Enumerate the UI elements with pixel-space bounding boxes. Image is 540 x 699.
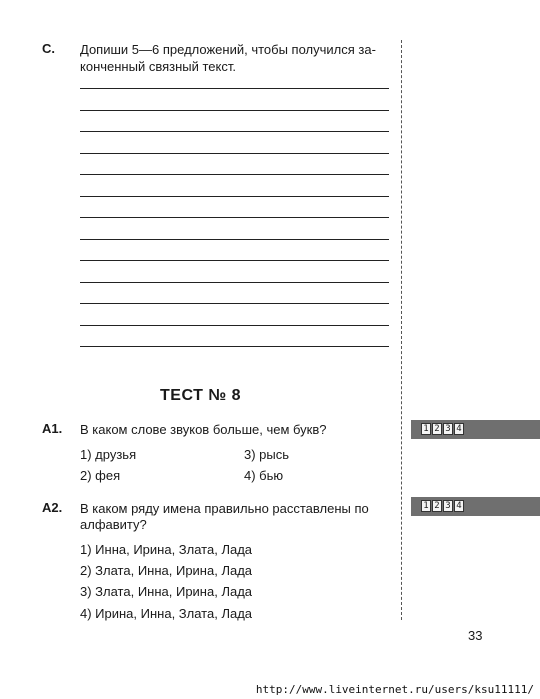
option-a1-4[interactable]: 4) бью (244, 468, 284, 483)
writing-line[interactable] (80, 346, 389, 347)
writing-line[interactable] (80, 196, 389, 197)
question-a2-label: А2. (42, 500, 63, 515)
question-a2-text-line2: алфавиту? (80, 517, 147, 532)
writing-line[interactable] (80, 131, 389, 132)
answer-cell[interactable]: 3 (443, 500, 453, 512)
answer-cell[interactable]: 1 (421, 500, 431, 512)
page-number: 33 (468, 628, 483, 643)
answer-box-a1[interactable] (411, 420, 540, 439)
margin-divider (401, 40, 402, 620)
answer-cell[interactable]: 4 (454, 500, 464, 512)
answer-cell[interactable]: 1 (421, 423, 431, 435)
writing-line[interactable] (80, 110, 389, 111)
option-a1-1[interactable]: 1) друзья (80, 447, 137, 462)
writing-line[interactable] (80, 174, 389, 175)
option-a1-3[interactable]: 3) рысь (244, 447, 290, 462)
answer-cell[interactable]: 3 (443, 423, 453, 435)
task-c-text-line1: Допиши 5—6 предложений, чтобы получился за- (80, 42, 376, 57)
writing-line[interactable] (80, 217, 389, 218)
answer-cell[interactable]: 4 (454, 423, 464, 435)
question-a1-label: А1. (42, 421, 63, 436)
option-a2-4[interactable]: 4) Ирина, Инна, Злата, Лада (80, 606, 253, 621)
writing-line[interactable] (80, 325, 389, 326)
writing-line[interactable] (80, 282, 389, 283)
test-title: ТЕСТ № 8 (160, 387, 241, 404)
writing-line[interactable] (80, 153, 389, 154)
question-a2-text-line1: В каком ряду имена правильно расставлены по (80, 501, 369, 516)
task-c-label: С. (42, 41, 55, 56)
task-c-text-line2: конченный связный текст. (80, 59, 236, 74)
answer-cell[interactable]: 2 (432, 423, 442, 435)
writing-line[interactable] (80, 260, 389, 261)
writing-line[interactable] (80, 303, 389, 304)
footer-url: http://www.liveinternet.ru/users/ksu11111/ (255, 683, 534, 696)
option-a2-2[interactable]: 2) Злата, Инна, Ирина, Лада (80, 563, 253, 578)
answer-cell[interactable]: 2 (432, 500, 442, 512)
question-a1-text: В каком слове звуков больше, чем букв? (80, 422, 327, 437)
writing-line[interactable] (80, 88, 389, 89)
answer-box-a2[interactable] (411, 497, 540, 516)
option-a2-3[interactable]: 3) Злата, Инна, Ирина, Лада (80, 584, 253, 599)
writing-line[interactable] (80, 239, 389, 240)
option-a2-1[interactable]: 1) Инна, Ирина, Злата, Лада (80, 542, 253, 557)
option-a1-2[interactable]: 2) фея (80, 468, 121, 483)
